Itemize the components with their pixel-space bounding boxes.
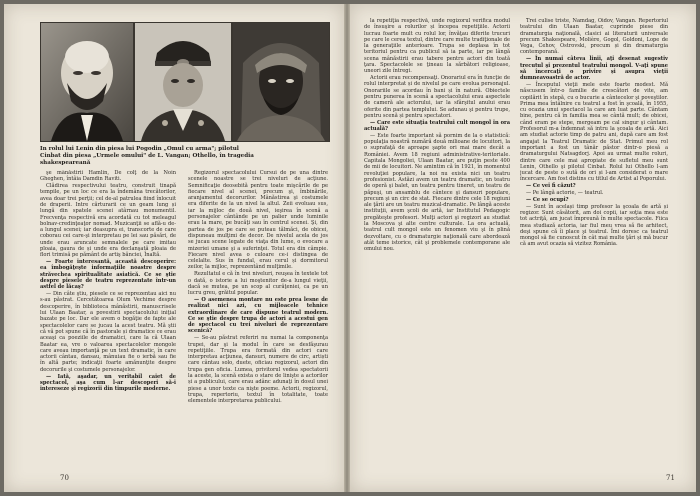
paragraph: — Se-au păstrat referiri nu numai la componenţa trupei, dar şi la modul în care se desfăşurau repetiţiile. Trupa era formată din actori care interpretau acţiunea, dansuri, numere de circ, artiști care cântau solo, duete, oficiau regizorul, actori din trupa gen oficia. Lumea, privitorul vedea spectatorii la aceste, la scenă exista o stare de linişte a actorilor și a publicului, care erau adânc adunaţi în dosul unei piese a unor texte ca nişte poeme. Actorii, regizorul, trupa, repertoriu, textul în totalitate, toate elementele interpretarea publicului. (188, 335, 328, 405)
paragraph: Clădirea respectivului teatru, construit tinapă tempile, pe un loc ce era la îndemâna trecătorilor, avea doar trei perţii; cel de-al patrulea fiind înlocuit de draperii. Intre cărturarii ce un geam lung și lungă din spatele scenei atârnau monumentil. Frecvenţa respectivă era acordată cu tot meleagul bolnav-credinţeaţor nomad. Muzicanţii se află-u de-a lungul scenei; iar deasupra ei, transcorte de care coborau cei care-şi interpretau pe lei sau păsări, de unde erau aruncate semnalele pe care imitau ploaia, gaura de și unde era declanşată ploaia de flori trimisă pe pământ de artiş bănciei, Înaltă. (40, 183, 176, 259)
photo-othello (232, 22, 330, 142)
page-number-right: 71 (666, 474, 675, 482)
paragraph: — Este foarte important să pornim de la o statistică: populaţia noastră numără două milioane de locuitori, la o suprafaţă de aproape şapte ori mai mare decât a României. Avem 18 regiuni administrative-teritoriale. Capitala Mongoliei, Ulaan Baatar, are puţin peste 400 de mii de locuitori. Ne amintim că în 1921, în momentul revoluţiei populare, la noi nu exista nici un teatru profesionist. Astăzi avem un teatru dramatic, un teatru de operă şi balet, un teatru pentru tineret, un teatru de păpuşi, un ansamblu de cântece şi dansuri populare, precum şi un circ de stat. Fiecare dintre cele 18 regiuni ale ţării are un teatru muzical-dramatic. Pe lângă aceste instituţii, avem şcoli de artă, iar Institutul Pedagogic pregăteşte profesori. Mulţi actori şi regizori au studiat la Moscova şi alte centre culturale. La ora actuală, teatrul cult mongol este un fenomen viu şi în plină dezvoltare, cu o dramaturgie naţională care abordează atât teme istorice, cât şi problemele contemporane ale omului nou. (364, 132, 510, 253)
caption-line: shakespeareană (40, 160, 91, 166)
paragraph: la repetiţia respectivă, unde regizorul verifica modul de însuşire a rolurilor și începea repetiţiile. Actorii lucrau foarte mult cu rolul lor, învăţau diferite trucuri pe care le cerea textul, dintre care multe tradiţionale de la generaţiile anterioare. Trupa se deplasa în tot teritoriul pentru ca publicul să ia parte, iar pe lângă scena mânăstirii erau tabere pentru actori din toată ţara. Spectacolele se ţineau la sărbători religioase, uneori zile întregi. (364, 18, 510, 75)
paragraph: — Sunt în același timp profesor la şcoala de artă și regizor. Sunt căsătorit, am doi copii, iar soţia mea este tot actriţă, am jucat împreună în multe spectacole. Fiica mea studiază actoria, iar fiul meu vrea să fie arhitect, deşi spune că îi place şi teatrul. Îmi doresc ca teatrul mongol să fie cunoscut în cât mai multe ţări și mă bucur că am avut ocazia să vizitez România. (520, 203, 668, 248)
paragraph: şe mânăstirii Hamlin, De colţ de la Noin Gheghen, întâia Damdin Raviti. (40, 170, 176, 183)
photo-lenin (40, 22, 134, 142)
caption-line: Cinbat din piesa „Urmele omului" de L. Vangan; Othello, în tragedia (40, 153, 254, 159)
interview-question: — O asemenea montare nu este prea lesne de realizat nici azi, cu mijloacele tehnice extraordinare de care dispune teatrul modern. Ce se ştie despre trupa de actori a acestui gen de spectacol cu trei niveluri de reprezentare scenică? (188, 296, 328, 335)
portrait-pilot-image (135, 23, 231, 141)
interview-question: — Ce vei fi căzut? (526, 183, 576, 190)
left-page (4, 4, 344, 492)
paragraph: Actorii erau recompensaţi. Onorariul era în funcţie de rolul interpretat și de nivelul pe care evolua personajul. Onorariile se acordau în bani și în natură. Obiectele pentru punerea în scenă a spectacolului erau aspectele de cameră ale actorului, iar la sfârşitul anului erau oferite din partea templului. Se adunau şi pentru trupe, pentru scenă și pentru spectatori. (364, 75, 510, 119)
interview-question: — În numai câteva linii, aţi desenat sugestiv trecutul şi prezentul teatrului mongol. V-aţi spune să încercaţi o privire și asupra vieţii dumneavoastră de actor. (520, 56, 668, 82)
interview-question: — Iată, aşadar, un veritabil caiet de spectacol, aşa cum l-ar descoperi să-i intereseze şi regizorii din timpurile moderne. (40, 373, 176, 393)
paragraph: — Din câte ştiu, piesele ce se reprezentau aici nu s-au păstrat. Cercetătoarea Olum Vechime despre descoperire, în biblioteca mânăstirii, manuscrisele lui Ulaan Baatar, a povestirii spectacolului iniţial bazate pe loc. Dar ele avem o bogăţie de fapte ale spectacolelor care se jucau la acest teatru. Mă ştii că vă pot spune că în pastorale și dramatice ce erau aceaşi ca poeziile de dramatici, care la că Ulaan Baatar ea, vre o valoarea spectacolelor mongole care aveau importanţă pe un text dramatic, în care actorii cântau, dansau, mânuiau fie o ierbă sau fie în altă parte; indicaţii foarte amănunţite despre decorurile şi costumele personajelor. (40, 291, 176, 373)
text-column-3 (364, 18, 510, 468)
interview-question: — Ce se ocupi? (526, 196, 569, 203)
caption-line: In rolul lui Lenin din piesa lui Pogodin „Omul cu arma"; pilotul (40, 146, 239, 152)
paragraph: Trei culise triste, Namdag, Oidov, Vangan. Repertoriul teatrului din Ulaan Baatar, cuprinde piese din dramaturgia naţională, clasici ai literaturii universale precum Shakespeare, Molière, Gogol, Goldoni, Lope de Vega, Cehov, Ostrovski, precum și din dramaturgia contemporană. (520, 18, 668, 56)
paragraph: Rezultatul e că în trei niveluri, reuşea în textele tot o dată, o istorie a lui moştenitor de-a lungul vieţii, dacă se mutea, pe un scop al curăţeniei, ca pe un lucru greu, grăitul popular. (188, 271, 328, 297)
portrait-lenin-image (41, 23, 133, 141)
paragraph: — Pe lângă actorie, — teatrul. (526, 190, 604, 197)
paragraph: — Începutul vieţii mele este foarte modest. Mă născusem într-o familie de crescători de vite, am copilărit în stepă, cu o bucurie a cântecelor şi poveştilor. Prima mea întâlnire cu teatrul a fost în şcoală, în 1955, cu ocazia unui spectacol la care am luat parte. Cântam bine, pentru că în familia mea se cântă mult; de obicei, când eram pe stepe, mergeam pe cal singur şi cântam. Profesorul m-a îndemnat să intru la şcoala de artă. Aici am studiat actorie timp de patru ani, după care am fost angajat la Teatrul Dramatic de Stat. Primul meu rol important a fost un tânăr păstor dintr-o piesă a dramaturgului Natsagdorj. Apoi au urmat multe roluri, dintre care cele mai apropiate de sufletul meu sunt Lenin, Othello şi pilotul Cinbat. Rolul lui Othello l-am jucat de peste o sută de ori și l-am considerat o mare încercare. Am fost distins cu titlul de Artist al Poporului. (520, 81, 668, 183)
photo-caption (40, 146, 330, 167)
interview-question: — Care este situaţia teatrului cult mongol în ora actuală? (364, 119, 510, 133)
text-column-4 (520, 18, 668, 468)
text-column-2 (188, 170, 328, 468)
text-column-1 (40, 170, 176, 468)
paragraph: Regizorul spectacolului Cursui de pe una dintre scenele noastre se trei niveluri de acţiune. Semnificaţie deosebită pentru toate mişcările de pe fiecare nivel al scenei, precum şi, îmbinările, aranjamentul decorurilor. Mânăstirea şi costumele era diferite de la un nivel la altul. Zeii evoluau sus, iar la mijloc de două nivel, ieşirea în scenă a personajelor cântânde pe un palier unde luminile erau la mare, pe bucăţi sau în centrul scenei. Şi, din partea de jos pe care se puteau tălmăci, de obicei, dispuneau mulţimi de decor. De nivelul acela de jos se jucau scene legate de viaţa din lume, o evocare a mizeriei umane şi a suferinţei. Totul era din câmpie. Fiecare nivel avea o culoare ce-i distingea de celelalte. Sus în fundal, erau cerul și dormitorul zeilor, la mijloc, reprezentând mulţimile. (188, 170, 328, 271)
interview-question: — Foarte interesantă, această descoperire: ea îmbogăţeşte informaţiile noastre despre străvechea spiritualitate asiatică. Ce se ştie despre piesele de teatru reprezentate într-un astfel de lăcaş? (40, 259, 176, 291)
right-page (350, 4, 696, 492)
photo-pilot (134, 22, 232, 142)
portrait-othello-image (233, 23, 329, 141)
page-number-left: 70 (60, 474, 69, 482)
